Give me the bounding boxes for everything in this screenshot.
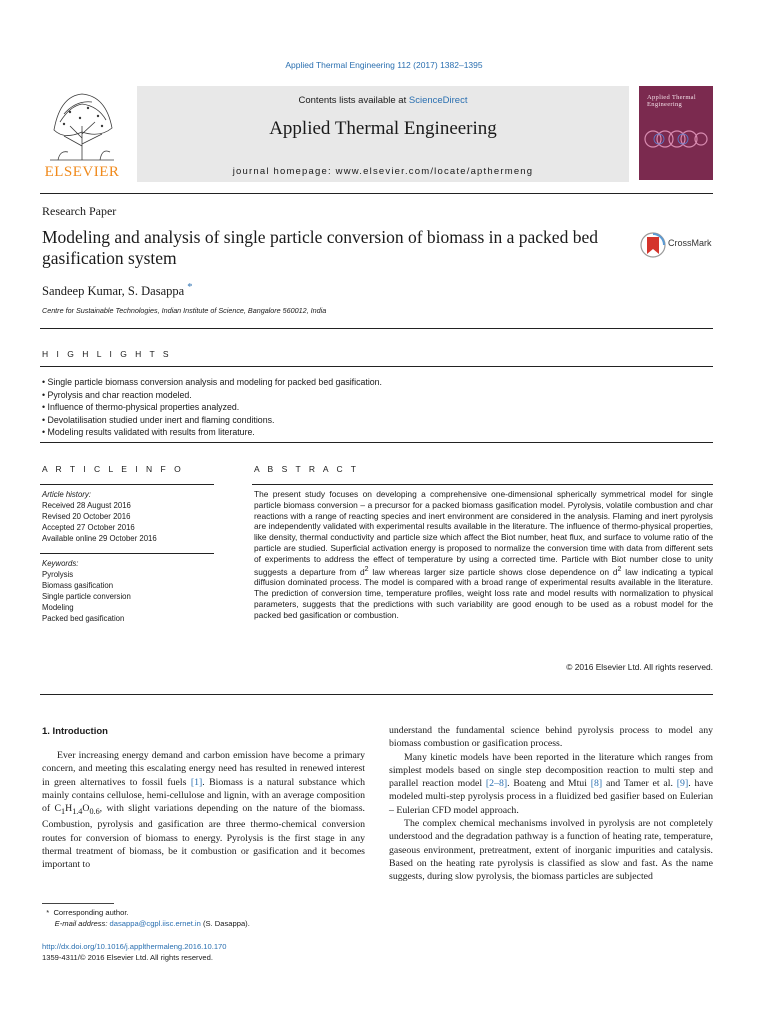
history-revised: Revised 20 October 2016 [42,512,131,521]
highlights-list [42,376,702,439]
abstract-superscript: 2 [617,565,622,573]
crossmark-label[interactable]: CrossMark [668,238,712,248]
body-left-column [42,749,365,872]
article-info-heading: A R T I C L E I N F O [42,464,184,474]
intro-text: . Biomass is a natural substance which mainly contains cellulose, hemi-cellulose and lignin, with an average composition of C [42,776,365,815]
journal-citation-link[interactable]: Applied Thermal Engineering 112 (2017) 1382–1395 [285,60,483,70]
keywords-label: Keywords: [42,559,79,568]
reference-link[interactable]: [8] [590,778,603,790]
keywords [42,558,212,624]
history-label: Article history: [42,490,91,499]
abstract-part: The present study focuses on developing a comprehensive one-dimensional spherically symmetrical model for single particle biomass conversion – a precursor for a packed biomass gasification model. Pyrolysis, volatile combustion and char reactions with a range of reacting species and inert environment are considered in the analysis. Flaming and inert pyrolysis are independently validated with experimental results available in the literature. The influence of thermo-physical properties, like density, thermal conductivity and particle size which affect the Biot number, heat flux, and surface to volume ratio of the particle are studied. Superficial activation energy is proposed to normalize the conversion time with data from different sets of experiments to address the effect of temperature by using a corrected time. Particle with Biot number close to unity suggests a departure from d [254,489,713,577]
highlight-item: • Modeling results validated with results from literature. [42,426,702,439]
reference-link[interactable]: [9] [676,778,689,790]
body-paragraph: The complex chemical mechanisms involved in pyrolysis are not completely understood and the degradation pathway is a function of heating rate, temperature, gaseous environment, pretreatment, extent of inorganic impurities and catalysis. Based on the heating rate pyrolysis is classified as slow and fast. As the name suggests, during slow pyrolysis, the biomass particles are subjected [389,818,713,883]
footnote-mark: * [46,908,50,917]
abstract-text [254,489,713,620]
email-link[interactable]: dasappa@cgpl.iisc.ernet.in [109,919,201,928]
highlights-bottom-rule [40,442,713,443]
keyword-item: Packed bed gasification [42,614,125,623]
highlights-heading: H I G H L I G H T S [42,349,172,359]
journal-cover-image [639,86,713,180]
journal-title: Applied Thermal Engineering [269,118,497,139]
issn-line: 1359-4311/© 2016 Elsevier Ltd. All rights reserved. [42,953,213,962]
intro-text: O [82,803,90,815]
body-right-column [389,724,713,884]
body-text: Many kinetic models have been reported in the literature which ranges from simplest models based on single step decomposition reaction to multi step and parallel reaction model [389,751,713,790]
elsevier-wordmark: ELSEVIER [44,164,120,180]
body-paragraph [389,751,713,817]
keyword-item: Pyrolysis [42,570,74,579]
contents-line [137,95,629,106]
contents-prefix: Contents lists available at [298,95,409,106]
abstract-part: law whereas larger size particle shows close dependence on d [368,566,618,577]
intro-text: H [65,803,73,815]
body-rule [40,694,713,695]
intro-text: , with slight variations depending on the nature of the biomass. Combustion, pyrolysis and gasification are three thermo-chemical conversion routes for conversion of biomass to energy. Pyrolysis is the first stage in any thermal treatment of biomass, be it combustion or gasification and it becomes important to [42,803,365,871]
abstract-copyright: © 2016 Elsevier Ltd. All rights reserved. [566,662,713,672]
cover-title: Applied Thermal Engineering [647,94,696,108]
authors [42,282,193,299]
doi-block [42,941,227,963]
journal-homepage[interactable]: journal homepage: www.elsevier.com/locate/apthermeng [232,166,534,177]
reference-link[interactable]: [1] [190,776,203,788]
intro-paragraph [42,749,365,872]
corresponding-author-footnote [42,907,250,929]
footnote-email-line [42,918,250,929]
abstract-heading: A B S T R A C T [254,464,360,474]
article-info-rule [40,484,214,485]
abstract-superscript: 2 [364,565,369,573]
section-rule [40,328,713,329]
formula-subscript: 1 [61,807,66,817]
footnote-line [42,907,250,918]
abstract-rule [252,484,713,485]
keyword-item: Biomass gasification [42,581,114,590]
body-text: . Boateng and Mtui [507,778,591,790]
footnote-rule [42,903,114,904]
header-rule [40,193,713,194]
formula-subscript: 1.4 [72,807,83,817]
highlight-item: • Single particle biomass conversion analysis and modeling for packed bed gasification. [42,376,702,389]
intro-text: Ever increasing energy demand and carbon emission have become a primary concern, and meeting this escalating energy need has resulted in renewed interest in green alternatives to fossil fuels [42,750,365,788]
article-history [42,489,212,544]
body-text: and Tamer et al. [602,778,677,790]
cover-graphic [643,128,709,150]
article-title: Modeling and analysis of single particle conversion of biomass in a packed bed gasification system [42,227,598,268]
highlights-rule [40,366,713,367]
reference-link[interactable]: [2–8] [485,778,508,790]
author-names: Sandeep Kumar, S. Dasappa [42,284,185,299]
keywords-rule [40,553,214,554]
formula-subscript: 0.6 [89,807,100,817]
footnote-corresponding: Corresponding author. [53,908,129,917]
highlight-item: • Devolatilisation studied under inert and flaming conditions. [42,414,702,427]
keyword-item: Modeling [42,603,74,612]
keyword-item: Single particle conversion [42,592,131,601]
history-received: Received 28 August 2016 [42,501,131,510]
email-suffix: (S. Dasappa). [200,919,250,928]
article-type: Research Paper [42,204,117,218]
corresponding-author-mark[interactable]: * [187,282,193,293]
body-text: . have modeled multi-step pyrolysis process in a fluidized bed gasifier based on Eulerian – Eulerian CFD model approach. [389,778,714,816]
doi-link[interactable]: http://dx.doi.org/10.1016/j.applthermaleng.2016.10.170 [42,942,227,951]
abstract-part: law indicating a typical diffusion dominated process. The model is compared with a broad range of experimental results available in the literature. The prediction of conversion time, temperature profiles, weight loss rate and model results with normalization to physical parameters, suggests that the predictions with such variability are good enough to be used as a robust model for the packed bed gasification or combustion. [254,566,713,620]
affiliation: Centre for Sustainable Technologies, Indian Institute of Science, Bangalore 560012, India [42,306,327,315]
email-label: E-mail address: [54,919,110,928]
history-online: Available online 29 October 2016 [42,534,157,543]
sciencedirect-link[interactable]: ScienceDirect [408,95,468,106]
highlight-item: • Pyrolysis and char reaction modeled. [42,389,702,402]
body-paragraph: understand the fundamental science behind pyrolysis process to model any biomass combustion or gasification process. [389,725,713,750]
introduction-heading: 1. Introduction [42,726,108,737]
history-accepted: Accepted 27 October 2016 [42,523,135,532]
highlight-item: • Influence of thermo-physical properties analyzed. [42,401,702,414]
